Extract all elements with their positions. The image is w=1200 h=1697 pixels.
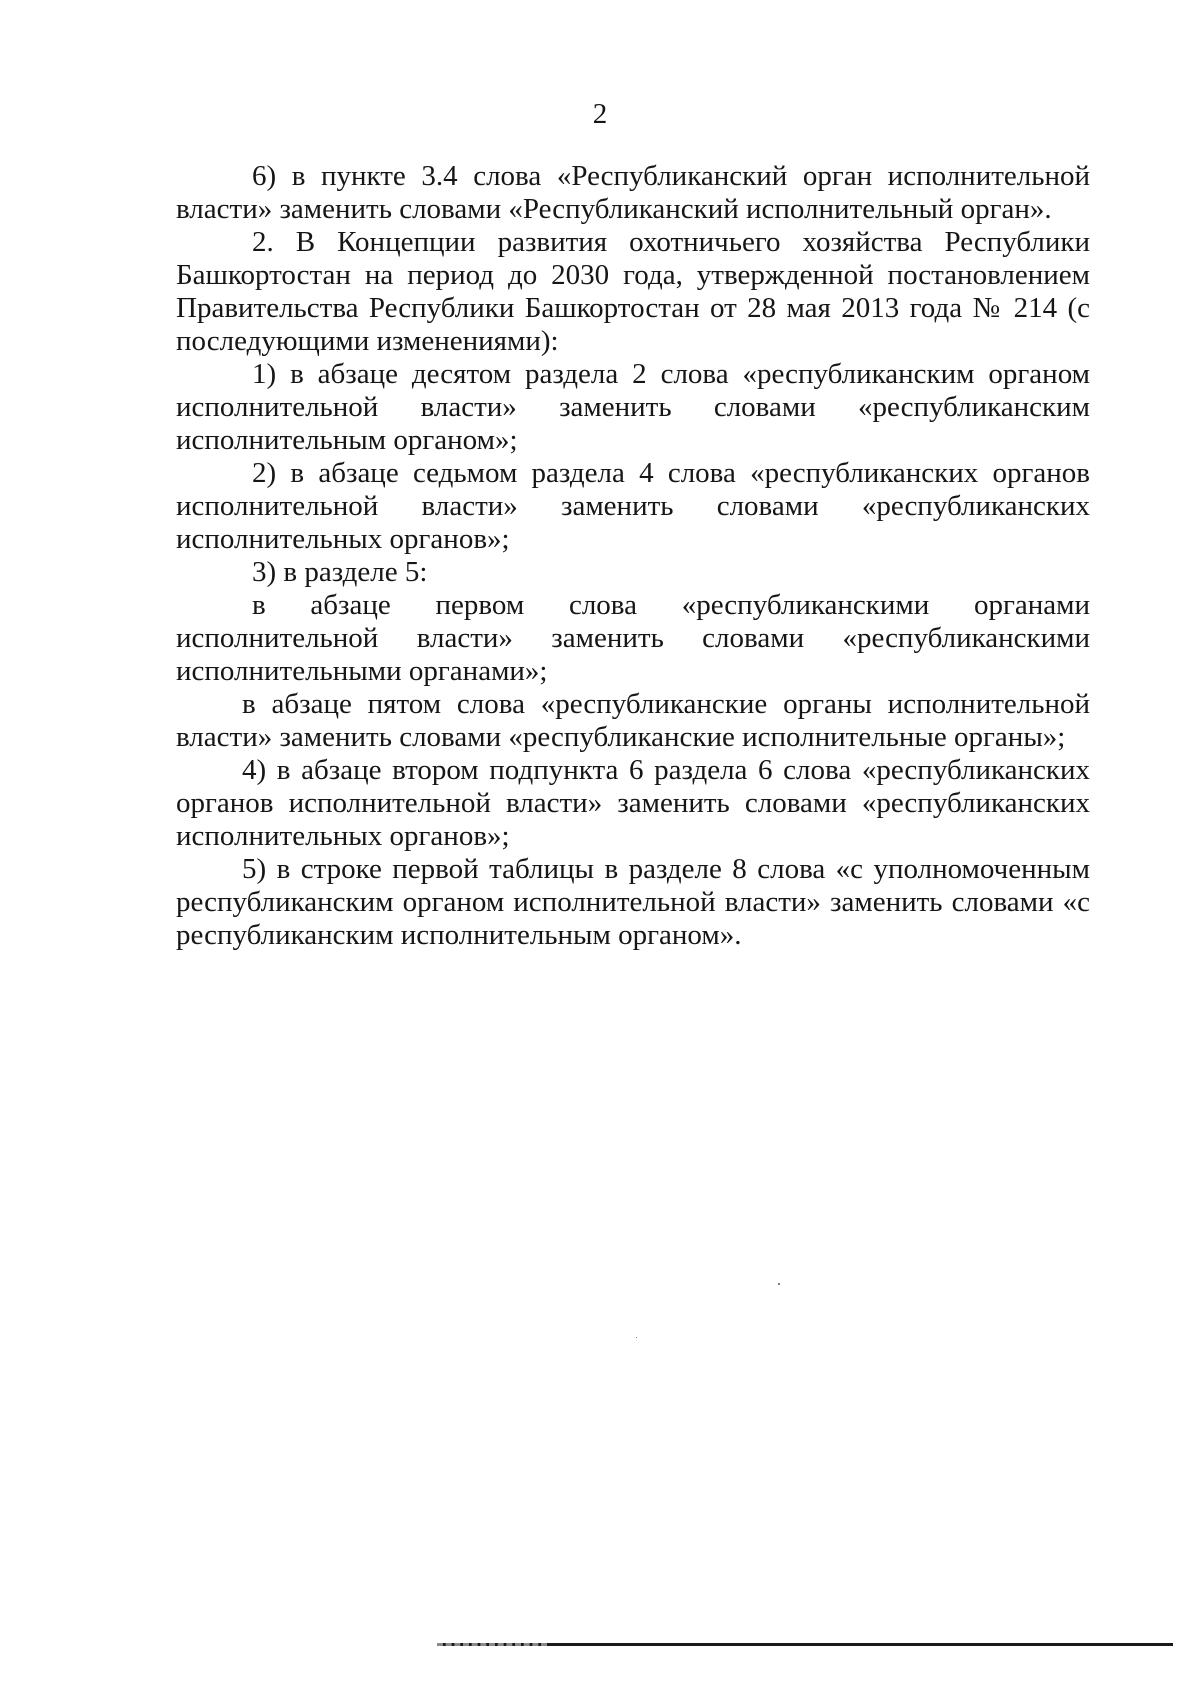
scan-speck bbox=[636, 1337, 637, 1338]
paragraph-item-1: 1) в абзаце десятом раздела 2 слова «республиканским органом исполнительной власти» заменить словами «республиканским исполнительным органом»; bbox=[176, 358, 1090, 456]
footer-rule bbox=[437, 1643, 1173, 1646]
paragraph-item-5: 5) в строке первой таблицы в разделе 8 слова «с уполномоченным республиканским органом исполнительной власти» заменить словами «с республиканским исполнительным органом». bbox=[176, 853, 1090, 951]
paragraph-item-2: 2) в абзаце седьмом раздела 4 слова «республиканских органов исполнительной власти» заменить словами «республиканских исполнительных органов»; bbox=[176, 457, 1090, 555]
paragraph-item-3: 3) в разделе 5: bbox=[252, 556, 428, 588]
paragraph-item-3-first: в абзаце первом слова «республиканскими органами исполнительной власти» заменить словами «республиканскими исполнительными органами»; bbox=[176, 589, 1090, 687]
page-number: 2 bbox=[592, 98, 608, 130]
scan-speck bbox=[778, 1283, 780, 1285]
document-body bbox=[176, 160, 1090, 952]
paragraph-item-3-fifth: в абзаце пятом слова «республиканские органы исполнительной власти» заменить словами «республиканские исполнительные органы»; bbox=[176, 688, 1090, 753]
paragraph-item-6: 6) в пункте 3.4 слова «Республиканский орган исполнительной власти» заменить словами «Республиканский исполнительный орган». bbox=[176, 160, 1090, 225]
paragraph-item-4: 4) в абзаце втором подпункта 6 раздела 6 слова «республиканских органов исполнительной власти» заменить словами «республиканских исполнительных органов»; bbox=[176, 754, 1090, 852]
paragraph-section-2: 2. В Концепции развития охотничьего хозяйства Республики Башкортостан на период до 2030 года, утвержденной постановлением Правительства Республики Башкортостан от 28 мая 2013 года № 214 (с последующими изменениями): bbox=[176, 226, 1090, 357]
